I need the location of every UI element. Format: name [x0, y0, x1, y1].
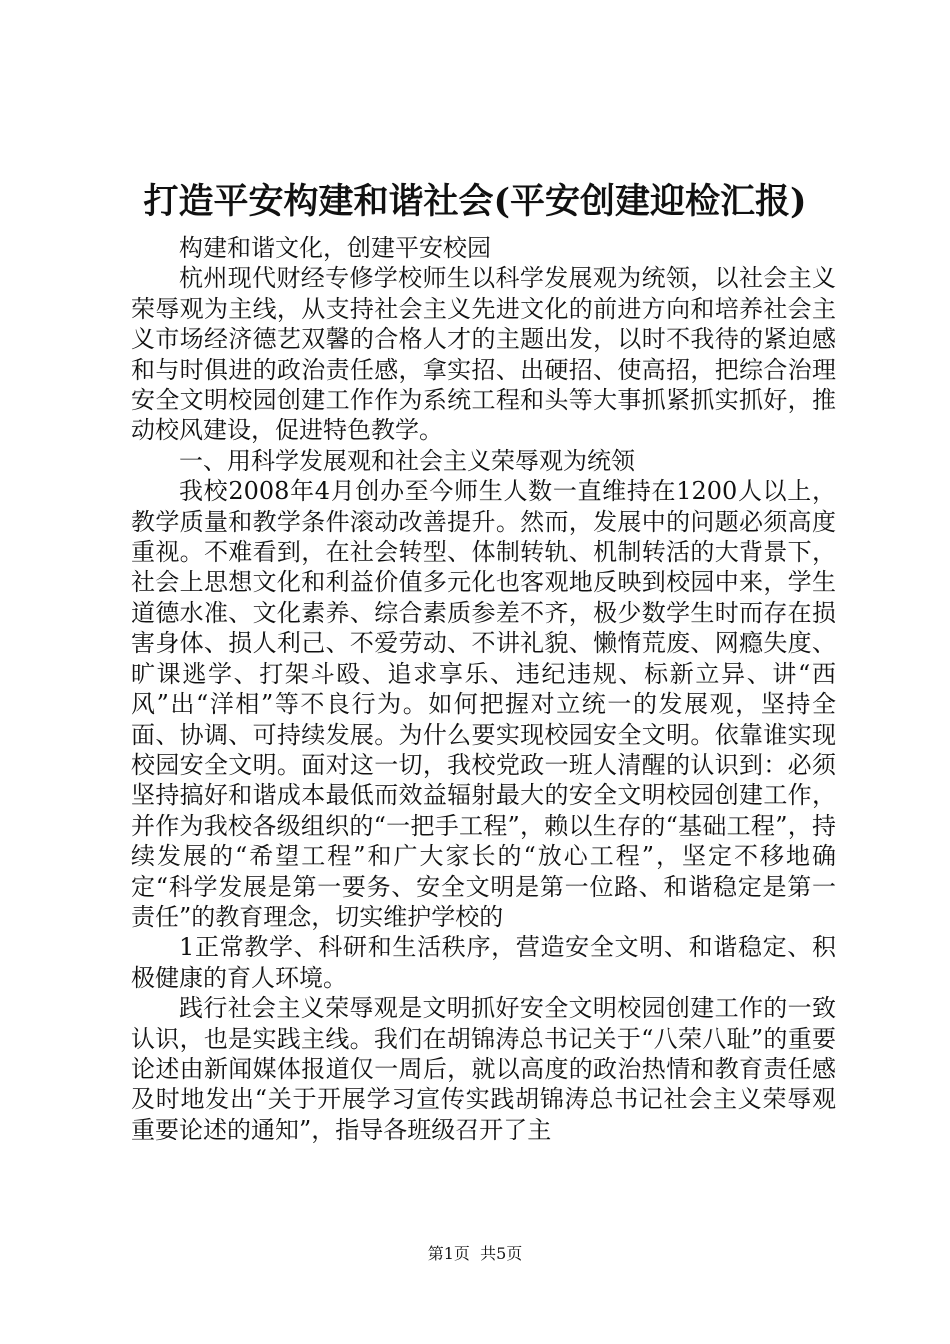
page-footer: 第1页 共5页: [427, 1244, 523, 1263]
document-title: 打造平安构建和谐社会(平安创建迎检汇报): [143, 181, 807, 222]
paragraph-environment: 1正常教学、科研和生活秩序，营造安全文明、和谐稳定、积极健康的育人环境。: [131, 933, 836, 992]
paragraph-honor-disgrace: 践行社会主义荣辱观是文明抓好安全文明校园创建工作的一致认识，也是实践主线。我们在胡锦涛总书记关于“八荣八耻”的重要论述由新闻媒体报道仅一周后，就以高度的政治热情和教育责任感及时地发出“关于开展学习宣传实践胡锦涛总书记社会主义荣辱观重要论述的通知”，指导各班级召开了主: [131, 994, 836, 1144]
section-heading-1: 一、用科学发展观和社会主义荣辱观为统领: [179, 446, 635, 475]
paragraph-subtitle: 构建和谐文化，创建平安校园: [179, 234, 491, 262]
paragraph-intro: 杭州现代财经专修学校师生以科学发展观为统领，以社会主义荣辱观为主线，从支持社会主义先进文化的前进方向和培养社会主义市场经济德艺双馨的合格人才的主题出发，以时不我待的紧迫感和与时俱进的政治责任感，拿实招、出硬招、使高招，把综合治理安全文明校园创建工作作为系统工程和头等大事抓紧抓实抓好，推动校风建设，促进特色教学。: [131, 264, 836, 445]
paragraph-school-development: 我校2008年4月创办至今师生人数一直维持在1200人以上，教学质量和教学条件滚动改善提升。然而，发展中的问题必须高度重视。不难看到，在社会转型、体制转轨、机制转活的大背景下，社会上思想文化和利益价值多元化也客观地反映到校园中来，学生道德水准、文化素养、综合素质参差不齐，极少数学生时而存在损害身体、损人利己、不爱劳动、不讲礼貌、懒惰荒废、网瘾失度、旷课逃学、打架斗殴、追求享乐、违纪违规、标新立异、讲“西风”出“洋相”等不良行为。如何把握对立统一的发展观，坚持全面、协调、可持续发展。为什么要实现校园安全文明。依靠谁实现校园安全文明。面对这一切，我校党政一班人清醒的认识到：必须坚持搞好和谐成本最低而效益辐射最大的安全文明校园创建工作，并作为我校各级组织的“一把手工程”，赖以生存的“基础工程”，持续发展的“希望工程”和广大家长的“放心工程”，坚定不移地确定“科学发展是第一要务、安全文明是第一位路、和谐稳定是第一责任”的教育理念，切实维护学校的: [131, 477, 836, 931]
document-body: [131, 233, 836, 1145]
